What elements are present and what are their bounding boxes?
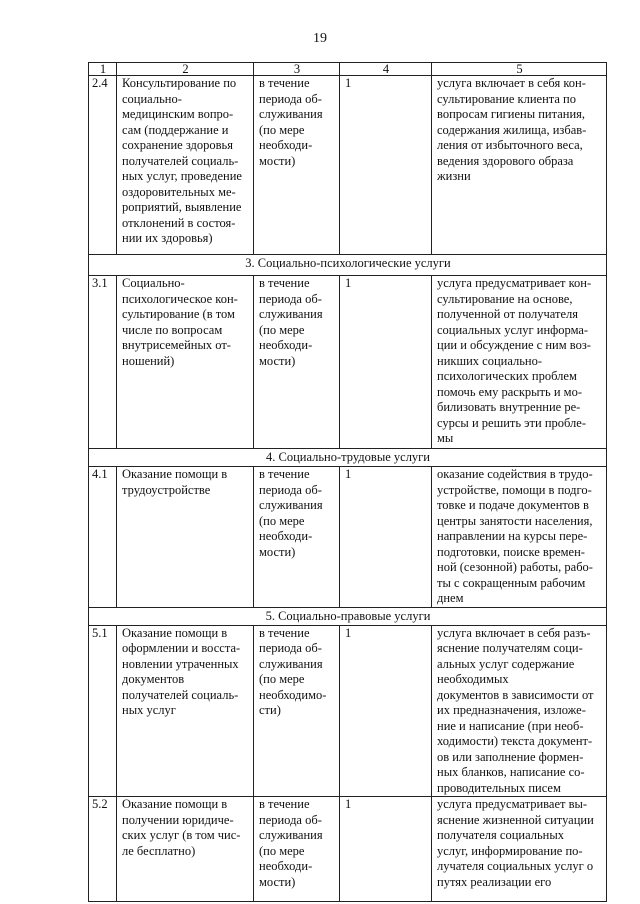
service-name: Оказание помощи в оформлении и восста- новлении утраченных документов получателей социаль- ных услуг xyxy=(117,625,254,797)
service-period: в течение периода об- служивания (по мере необходи- мости) xyxy=(254,797,340,902)
service-quantity: 1 xyxy=(340,467,432,608)
section-title: 5. Социально-правовые услуги xyxy=(89,607,607,625)
service-description: услуга включает в себя кон- сультирование клиента по вопросам гигиены питания, содержания жилища, избав- ления от избыточного веса, ведения здорового образа жизни xyxy=(432,76,607,255)
service-period: в течение периода об- служивания (по мере необходи- мости) xyxy=(254,276,340,449)
service-number: 2.4 xyxy=(89,76,117,255)
service-description: услуга предусматривает вы- яснение жизненной ситуации получателя социальных услуг, информирование по- лучателя социальных услуг о путях реализации его xyxy=(432,797,607,902)
table-row xyxy=(89,797,607,902)
service-period: в течение периода об- служивания (по мере необходи- мости) xyxy=(254,467,340,608)
service-quantity: 1 xyxy=(340,797,432,902)
table-row xyxy=(89,467,607,608)
service-name: Консультирование по социально- медицинским вопро- сам (поддержание и сохранение здоровья получателей социаль- ных услуг, проведение оздоровительных ме- роприятий, выявление отклонений в состоя- нии их здоровья) xyxy=(117,76,254,255)
column-header: 3 xyxy=(254,63,340,76)
page-number: 19 xyxy=(313,31,327,46)
column-header: 5 xyxy=(432,63,607,76)
service-period: в течение периода об- служивания (по мере необходи- мости) xyxy=(254,76,340,255)
service-description: услуга предусматривает кон- сультирование на основе, полученной от получателя социальных услуг информа- ции и обсуждение с ним воз- никших социально- психологических проблем помочь ему раскрыть и мо- билизовать внутренние ре- сурсы и решить эти пробле- мы xyxy=(432,276,607,449)
table-header-row xyxy=(89,63,607,76)
section-title: 3. Социально-психологические услуги xyxy=(89,255,607,276)
column-header: 2 xyxy=(117,63,254,76)
service-quantity: 1 xyxy=(340,625,432,797)
service-number: 5.1 xyxy=(89,625,117,797)
table-row xyxy=(89,276,607,449)
section-row xyxy=(89,255,607,276)
service-quantity: 1 xyxy=(340,276,432,449)
column-header: 1 xyxy=(89,63,117,76)
service-number: 5.2 xyxy=(89,797,117,902)
service-name: Оказание помощи в трудоустройстве xyxy=(117,467,254,608)
service-name: Оказание помощи в получении юридиче- ских услуг (в том чис- ле бесплатно) xyxy=(117,797,254,902)
service-number: 3.1 xyxy=(89,276,117,449)
service-quantity: 1 xyxy=(340,76,432,255)
table-row xyxy=(89,76,607,255)
services-table xyxy=(88,62,607,902)
service-period: в течение периода об- служивания (по мере необходимо- сти) xyxy=(254,625,340,797)
service-name: Социально- психологическое кон- сультирование (в том числе по вопросам внутрисемейных от- ношений) xyxy=(117,276,254,449)
service-description: услуга включает в себя разъ- яснение получателям соци- альных услуг содержание необходимых документов в зависимости от их предназначения, изложе- ние и написание (при необ- ходимости) текста документ- ов или заполнение формен- ных бланков, написание со- проводительных писем xyxy=(432,625,607,797)
service-number: 4.1 xyxy=(89,467,117,608)
section-title: 4. Социально-трудовые услуги xyxy=(89,449,607,467)
table-row xyxy=(89,625,607,797)
section-row xyxy=(89,449,607,467)
section-row xyxy=(89,607,607,625)
service-description: оказание содействия в трудо- устройстве, помощи в подго- товке и подаче документов в центры занятости населения, направлении на курсы пере- подготовки, поиске времен- ной (сезонной) работы, рабо- ты с сокращенным рабочим днем xyxy=(432,467,607,608)
column-header: 4 xyxy=(340,63,432,76)
